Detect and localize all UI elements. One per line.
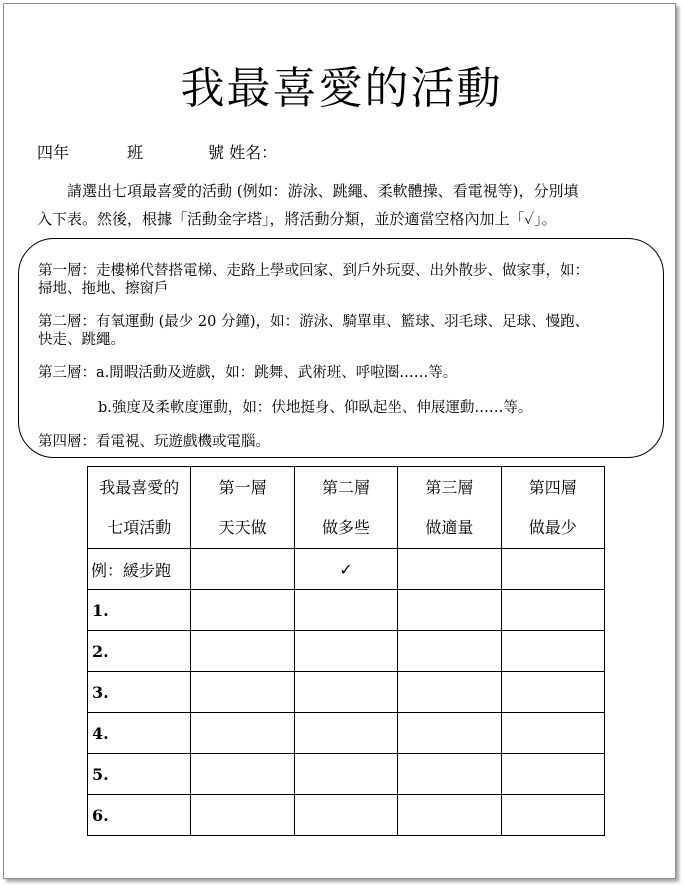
row-number: 4. — [88, 713, 191, 754]
row-number: 1. — [88, 590, 191, 631]
table-cell[interactable] — [191, 795, 294, 836]
example-checkmark: ✓ — [294, 549, 397, 590]
table-cell[interactable] — [501, 590, 604, 631]
table-row — [88, 713, 605, 754]
header-text: 做最少 — [528, 517, 577, 537]
table-cell[interactable] — [191, 672, 294, 713]
table-row — [88, 795, 605, 836]
example-label: 例：緩步跑 — [88, 549, 191, 590]
row-number: 5. — [88, 754, 191, 795]
layer-2-line-2: 快走、跳繩。 — [38, 332, 125, 348]
row-number: 2. — [88, 631, 191, 672]
page-title: 我最喜愛的活動 — [180, 63, 503, 114]
row-number: 6. — [88, 795, 191, 836]
table-row — [88, 631, 605, 672]
table-cell[interactable] — [191, 590, 294, 631]
row-number: 3. — [88, 672, 191, 713]
header-text: 我最喜愛的 — [99, 477, 180, 497]
layer-3b: b.強度及柔軟度運動，如：伏地挺身、仰臥起坐、伸展運動……等。 — [98, 400, 533, 416]
header-text: 第一層 — [218, 477, 267, 497]
layer-1-line-1: 第一層：走樓梯代替搭電梯、走路上學或回家、到戶外玩耍、出外散步、做家事，如： — [38, 263, 589, 279]
table-cell[interactable] — [398, 672, 501, 713]
intro-line-1: 請選出七項最喜愛的活動 (例如：游泳、跳繩、柔軟體操、看電視等)，分別填 — [67, 182, 579, 200]
layer-1-line-2: 掃地、拖地、擦窗戶 — [38, 281, 169, 297]
table-cell[interactable] — [191, 713, 294, 754]
layer-2-line-1: 第二層：有氧運動 (最少 20 分鐘)，如：游泳、騎單車、籃球、羽毛球、足球、慢跑、 — [38, 314, 590, 330]
table-cell[interactable] — [398, 549, 501, 590]
header-text: 第四層 — [528, 477, 577, 497]
table-cell[interactable] — [501, 672, 604, 713]
example-row — [88, 549, 605, 590]
header-layer-2 — [294, 467, 397, 549]
header-text: 七項活動 — [107, 517, 172, 537]
table-row — [88, 590, 605, 631]
table-cell[interactable] — [501, 713, 604, 754]
table-cell[interactable] — [294, 795, 397, 836]
table-cell[interactable] — [398, 754, 501, 795]
table-cell[interactable] — [501, 631, 604, 672]
header-layer-1 — [191, 467, 294, 549]
table-cell[interactable] — [501, 754, 604, 795]
table-cell[interactable] — [191, 631, 294, 672]
table-cell[interactable] — [398, 795, 501, 836]
header-text: 第二層 — [321, 477, 370, 497]
table-row — [88, 754, 605, 795]
header-layer-4 — [501, 467, 604, 549]
header-activities — [88, 467, 191, 549]
table-cell[interactable] — [398, 590, 501, 631]
table-cell[interactable] — [294, 631, 397, 672]
activity-table — [87, 466, 605, 836]
table-cell[interactable] — [501, 795, 604, 836]
table-cell[interactable] — [294, 754, 397, 795]
header-text: 做適量 — [425, 517, 474, 537]
table-cell[interactable] — [398, 713, 501, 754]
number-name-label: 號 姓名： — [208, 143, 278, 162]
header-text: 天天做 — [218, 517, 267, 537]
header-text: 第三層 — [425, 477, 474, 497]
table-cell[interactable] — [501, 549, 604, 590]
table-cell[interactable] — [191, 754, 294, 795]
header-text: 做多些 — [321, 517, 370, 537]
layer-4: 第四層：看電視、玩遊戲機或電腦。 — [38, 434, 270, 450]
table-cell[interactable] — [294, 672, 397, 713]
intro-line-2: 入下表。然後，根據「活動金字塔」，將活動分類，並於適當空格內加上「✓」。 — [37, 210, 557, 228]
header-layer-3 — [398, 467, 501, 549]
grade-label: 四年 — [37, 143, 70, 162]
table-cell[interactable] — [294, 713, 397, 754]
table-header-row — [88, 467, 605, 549]
table-row — [88, 672, 605, 713]
class-label: 班 — [127, 143, 144, 162]
layer-3a: 第三層：a.閒暇活動及遊戲，如：跳舞、武術班、呼啦圈……等。 — [38, 365, 458, 381]
table-cell[interactable] — [294, 590, 397, 631]
table-cell[interactable] — [191, 549, 294, 590]
table-cell[interactable] — [398, 631, 501, 672]
